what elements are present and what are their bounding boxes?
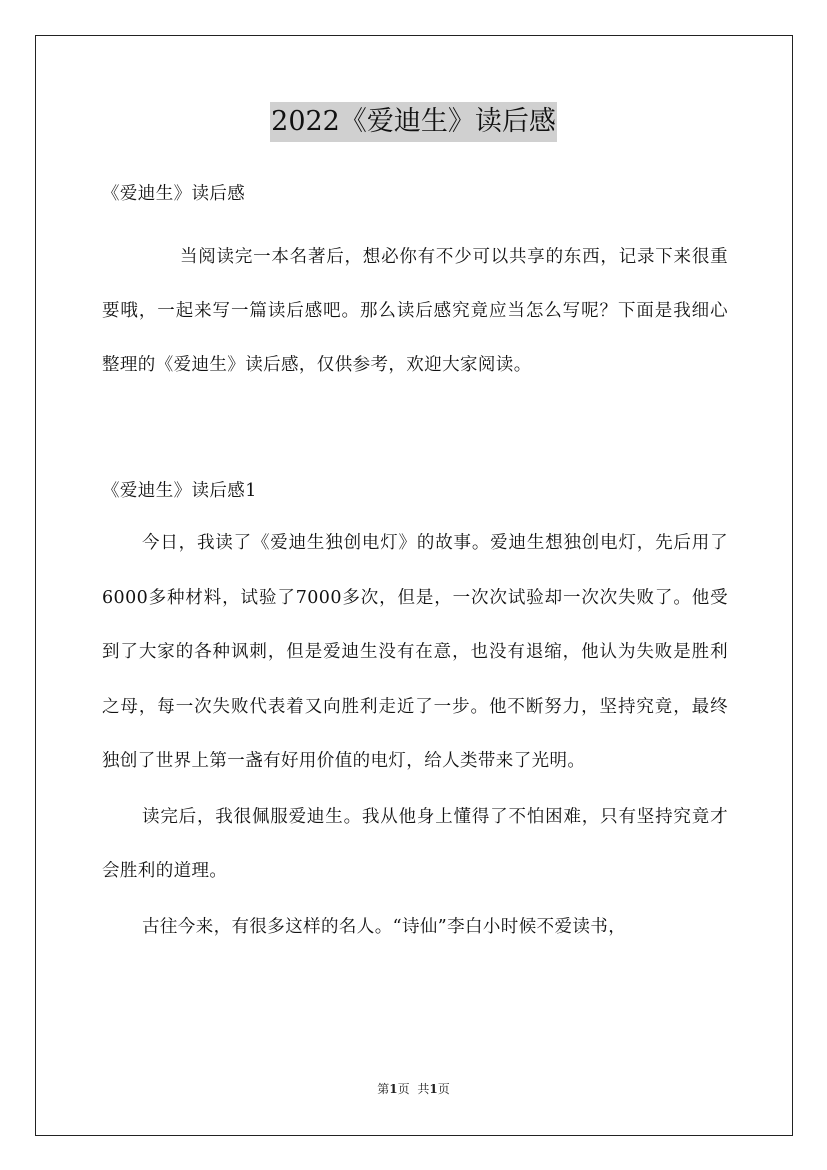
footer-total-unit: 页 (437, 1082, 450, 1096)
document-subtitle: 《爱迪生》读后感 (102, 184, 246, 204)
intro-paragraph: 当阅读完一本名著后，想必你有不少可以共享的东西，记录下来很重要哦，一起来写一篇读后感吧。那么读后感究竟应当怎么写呢？下面是我细心整理的《爱迪生》读后感，仅供参考，欢迎大家阅读。 (102, 247, 728, 375)
footer-total-prefix: 共 (417, 1082, 430, 1096)
document-title-wrapper (0, 100, 827, 142)
footer-page-unit: 页 (397, 1082, 410, 1096)
document-body (102, 175, 728, 954)
footer-total-number: 1 (429, 1082, 438, 1096)
page-footer (0, 1080, 827, 1097)
footer-page-prefix: 第 (377, 1082, 390, 1096)
body-paragraph-3: 古往今来，有很多这样的名人。“诗仙”李白小时候不爱读书， (142, 916, 627, 937)
document-title: 2022《爱迪生》读后感 (270, 102, 557, 142)
footer-page-number: 1 (389, 1082, 398, 1096)
section-heading: 《爱迪生》读后感1 (102, 481, 257, 501)
body-paragraph-1: 今日，我读了《爱迪生独创电灯》的故事。爱迪生想独创电灯，先后用了6000多种材料，试验了7000多次，但是，一次次试验却一次次失败了。他受到了大家的各种讽刺，但是爱迪生没有在意，也没有退缩，他认为失败是胜利之母，每一次失败代表着又向胜利走近了一步。他不断努力，坚持究竟，最终独创了世界上第一盏有好用价值的电灯，给人类带来了光明。 (102, 533, 728, 771)
body-paragraph-2: 读完后，我很佩服爱迪生。我从他身上懂得了不怕困难，只有坚持究竟才会胜利的道理。 (102, 806, 728, 881)
